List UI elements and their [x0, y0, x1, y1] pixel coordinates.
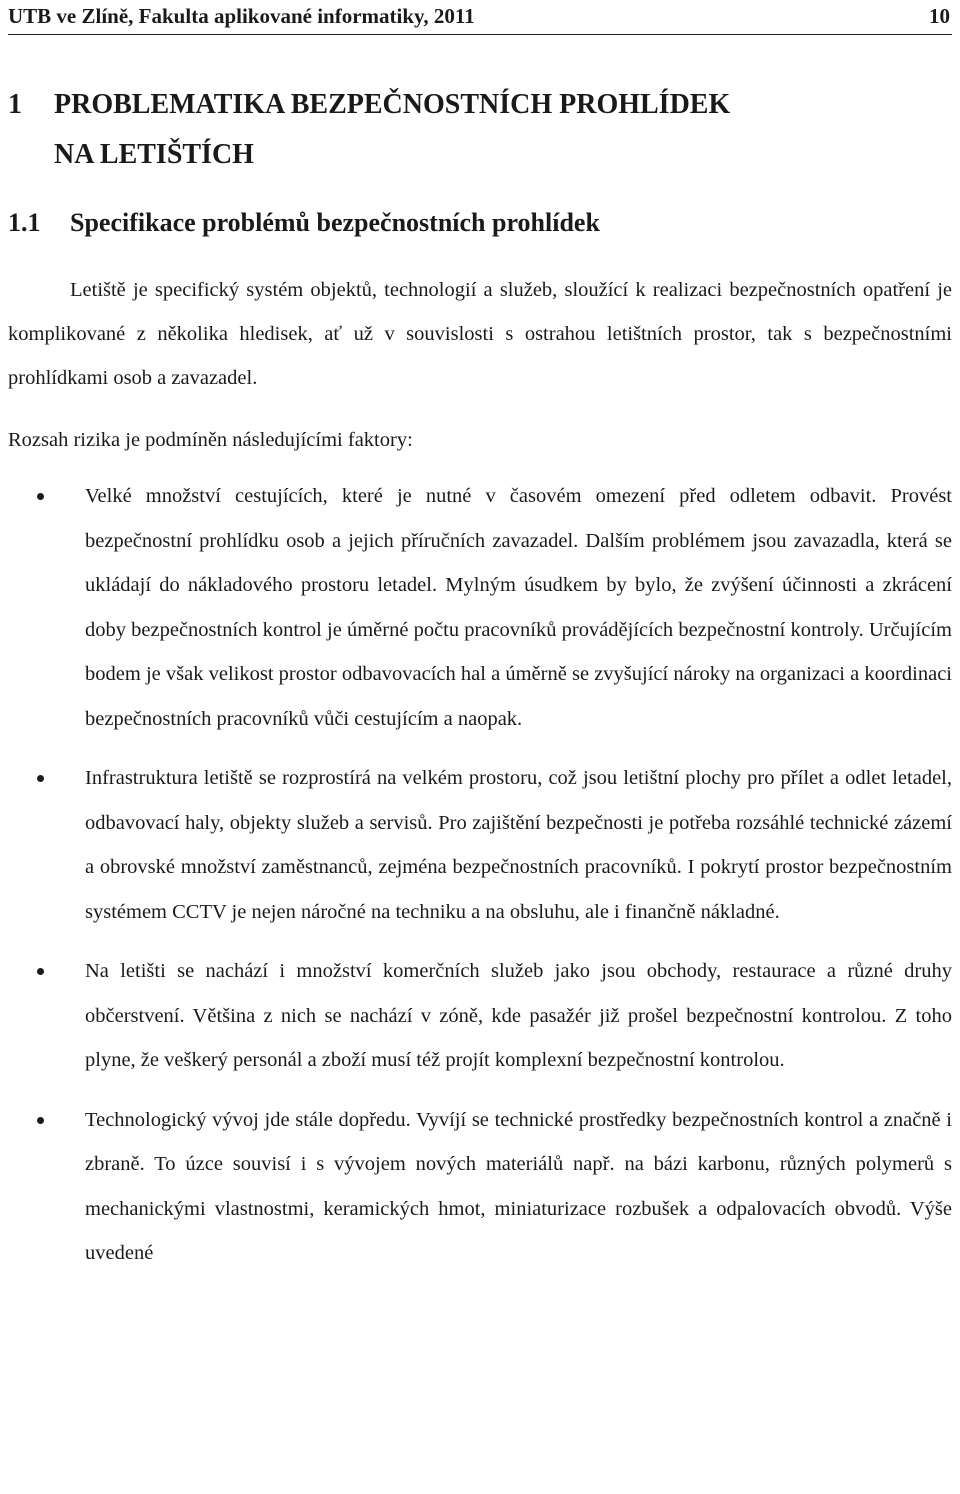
- bullet-icon: [37, 1117, 44, 1124]
- list-item: [8, 474, 952, 741]
- bullet-icon: [37, 493, 44, 500]
- chapter-number: 1: [8, 89, 22, 120]
- page-header: [8, 4, 952, 35]
- bullet-icon: [37, 775, 44, 782]
- list-item: [8, 756, 952, 934]
- factors-intro: Rozsah rizika je podmíněn následujícími faktory:: [8, 429, 413, 451]
- intro-paragraph: Letiště je specifický systém objektů, technologií a služeb, sloužící k realizaci bezpečnostních opatření je komplikované z několika hledisek, ať už v souvislosti s ostrahou letištních prostor, tak s bezpečnostními prohlídkami osob a zavazadel.: [8, 279, 952, 389]
- chapter-title-line2: NA LETIŠTÍCH: [54, 139, 254, 170]
- section-number: 1.1: [8, 208, 41, 237]
- page-number: 10: [929, 4, 950, 28]
- list-item-text: Na letišti se nachází i množství komerčních služeb jako jsou obchody, restaurace a různé druhy občerstvení. Většina z nich se nachází v zóně, kde pasažér již prošel bezpečnostní kontrolou. Z toho plyne, že veškerý personál a zboží musí též projít komplexní bezpečnostní kontrolou.: [85, 960, 952, 1071]
- list-item-text: Technologický vývoj jde stále dopředu. Vyvíjí se technické prostředky bezpečnostních kontrol a značně i zbraně. To úzce souvisí i s vývojem nových materiálů např. na bázi karbonu, různých polymerů s mechanickými vlastnostmi, keramických hmot, miniaturizace rozbušek a odpalovacích obvodů. Výše uvedené: [85, 1108, 952, 1264]
- section-title: [8, 208, 600, 238]
- header-title: UTB ve Zlíně, Fakulta aplikované informatiky, 2011: [8, 4, 475, 28]
- bullet-icon: [37, 968, 44, 975]
- list-item: [8, 1098, 952, 1276]
- list-item-text: Infrastruktura letiště se rozprostírá na velkém prostoru, což jsou letištní plochy pro přílet a odlet letadel, odbavovací haly, objekty služeb a servisů. Pro zajištění bezpečnosti je potřeba rozsáhlé technické zázemí a obrovské množství zaměstnanců, zejména bezpečnostních pracovníků. I pokrytí prostor bezpečnostním systémem CCTV je nejen náročné na techniku a na obsluhu, ale i finančně nákladné.: [85, 767, 952, 923]
- chapter-title: [8, 80, 908, 180]
- list-item: [8, 949, 952, 1083]
- section-title-text: Specifikace problémů bezpečnostních prohlídek: [70, 208, 600, 237]
- chapter-title-line1: PROBLEMATIKA BEZPEČNOSTNÍCH PROHLÍDEK: [54, 89, 731, 120]
- list-item-text: Velké množství cestujících, které je nutné v časovém omezení před odletem odbavit. Provést bezpečnostní prohlídku osob a jejich příručních zavazadel. Dalším problémem jsou zavazadla, která se ukládají do nákladového prostoru letadel. Mylným úsudkem by bylo, že zvýšení účinnosti a zkrácení doby bezpečnostních kontrol je úměrné počtu pracovníků provádějících bezpečnostní kontroly. Určujícím bodem je však velikost prostor odbavovacích hal a úměrně se zvyšující nároky na organizaci a koordinaci bezpečnostních pracovníků vůči cestujícím a naopak.: [85, 485, 952, 730]
- factor-list: [8, 474, 952, 1291]
